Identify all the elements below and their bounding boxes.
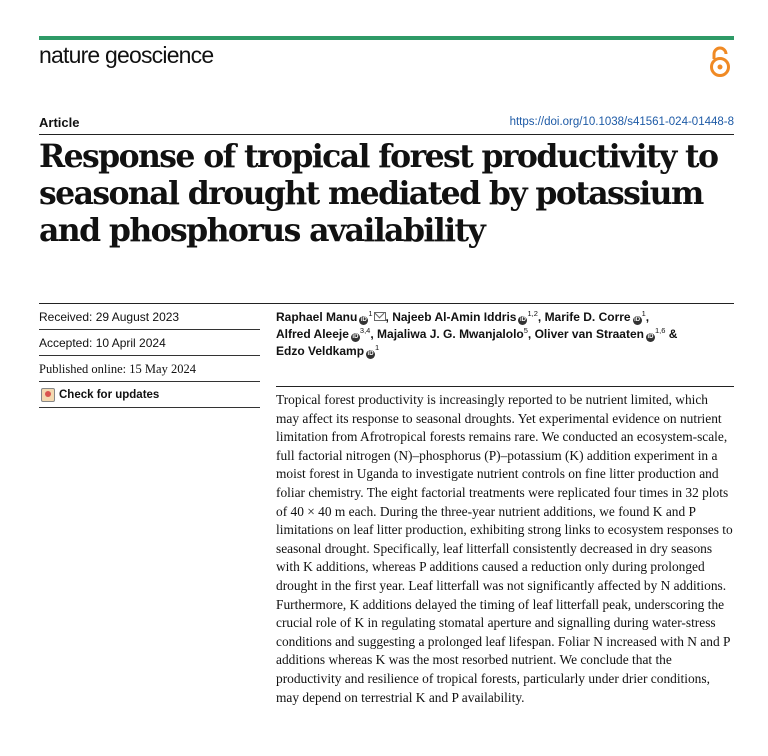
author-name[interactable]: Marife D. Corre <box>544 310 631 324</box>
abstract-text: Tropical forest productivity is increasingly reported to be nutrient limited, which may affect its response to seasonal droughts. Yet experimental evidence on nutrient limitation from Afrotropical forests remains rare. We conducted an ecosystem-scale, full factorial nitrogen (N)–phosphorus (P)–potassium (K) addition experiment in a moist forest in Uganda to investigate nutrient controls on fine litter production and foliar chemistry. The eight factorial treatments were replicated four times in 32 plots of 40 × 40 m each. During the three-year nutrient additions, we found K and P limitations on leaf litter production, exhibiting strong links to ecosystem responses to seasonal drought. Specifically, leaf litterfall consistently decreased in dry seasons with K additions, whereas P additions caused a reduction only during prolonged drought in the first year. Leaf litterfall was not significantly affected by N additions. Furthermore, K additions delayed the timing of leaf litterfall peak, underscoring the crucial role of K in regulating stomatal aperture and signalling during water-stress conditions and suggesting a prolonged leaf lifespan. Foliar N increased with N and P additions whereas K was the most resorbed nutrient. We conclude that the productivity and resilience of tropical forests, particularly under drier conditions, may depend on terrestrial K and P availability. <box>276 392 733 705</box>
affiliation-number: 5 <box>523 326 528 335</box>
doi-link[interactable]: https://doi.org/10.1038/s41561-024-01448-8 <box>509 116 734 128</box>
orcid-icon[interactable]: iD <box>634 317 641 323</box>
orcid-icon[interactable]: iD <box>519 317 526 323</box>
journal-accent-bar <box>39 36 734 40</box>
orcid-icon[interactable]: iD <box>352 334 359 340</box>
affiliation-number: 1 <box>641 309 646 318</box>
affiliation-number: 1,2 <box>527 309 538 318</box>
abstract-divider <box>276 386 734 387</box>
affiliation-number: 1 <box>368 309 373 318</box>
header-divider <box>39 134 734 135</box>
author-name[interactable]: Raphael Manu <box>276 310 358 324</box>
published-date: Published online: 15 May 2024 <box>39 356 260 382</box>
orcid-icon[interactable]: iD <box>647 334 654 340</box>
author-list: Raphael Manu $iD^1$ , Najeeb Al-Amin Iddris iD$^{1,2}$, Marife D. Corre $iD^1$, Alfred Aleeje iD$^{3,4}$, Majaliwa J. G. Mwanjalolo$^5$, Oliver van Straaten iD$^{1,6}$ & Edzo Veldkamp $iD^1$ <box>276 309 678 358</box>
journal-name[interactable]: nature geoscience <box>39 42 214 68</box>
author-name[interactable]: Edzo Veldkamp <box>276 344 365 358</box>
publication-dates <box>39 304 260 408</box>
check-updates-label: Check for updates <box>59 388 160 401</box>
orcid-icon[interactable]: iD <box>367 351 374 357</box>
author-name[interactable]: Najeeb Al-Amin Iddris <box>392 310 517 324</box>
author-name[interactable]: Oliver van Straaten <box>534 327 644 341</box>
affiliation-number: 1,6 <box>654 326 666 335</box>
orcid-icon[interactable]: iD <box>360 317 367 323</box>
accepted-date: Accepted: 10 April 2024 <box>39 330 260 356</box>
email-icon[interactable] <box>374 312 386 321</box>
article-type-label: Article <box>39 115 80 130</box>
open-access-lock-icon[interactable] <box>707 44 733 78</box>
author-name[interactable]: Majaliwa J. G. Mwanjalolo <box>377 327 524 341</box>
affiliation-number: 1 <box>375 343 380 352</box>
article-title: Response of tropical forest productivity to seasonal drought mediated by potassium and phosphorus availability <box>39 138 718 249</box>
affiliation-number: 3,4 <box>359 326 371 335</box>
author-name[interactable]: Alfred Aleeje <box>276 327 349 341</box>
check-updates-button[interactable] <box>39 382 260 408</box>
check-updates-icon <box>41 388 55 402</box>
received-date: Received: 29 August 2023 <box>39 304 260 330</box>
